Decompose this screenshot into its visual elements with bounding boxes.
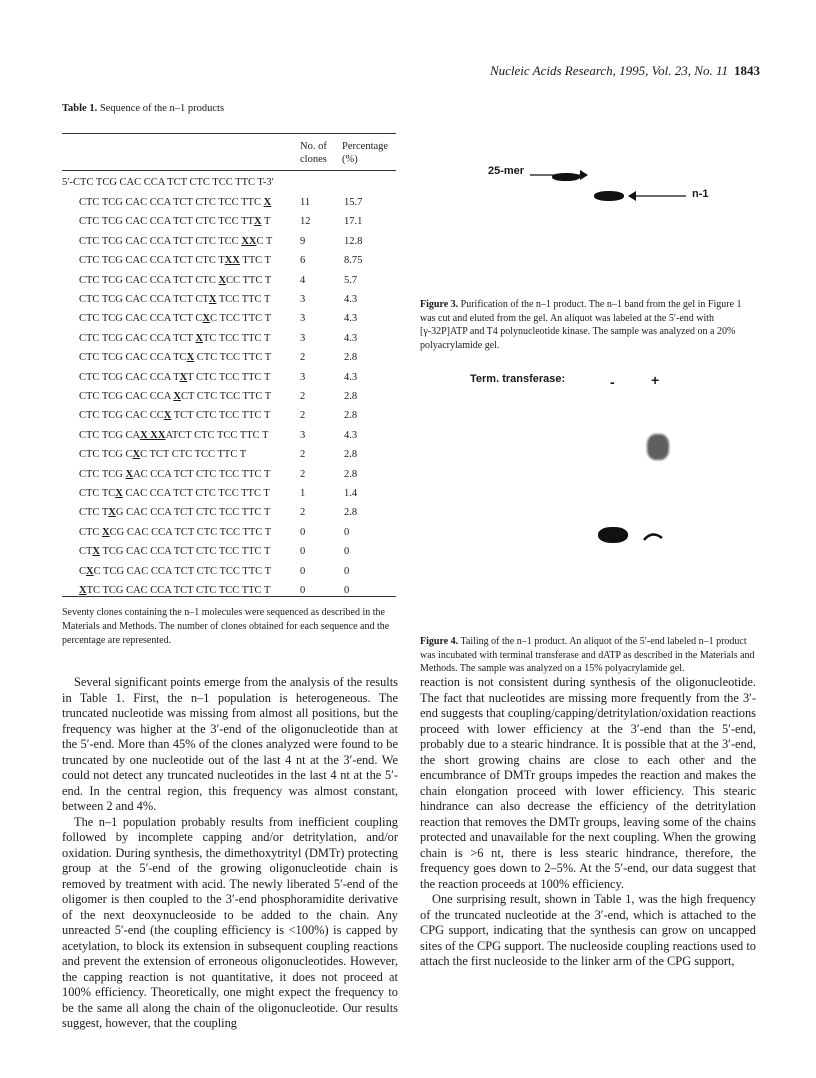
table-row <box>62 216 396 236</box>
missing-nucleotide-marker: X <box>102 526 110 538</box>
table-row <box>62 546 396 566</box>
running-header <box>470 63 760 79</box>
percentage-cell: 0 <box>344 526 350 538</box>
clones-cell: 2 <box>300 410 306 422</box>
figure4-caption-label: Figure 4. <box>420 636 459 647</box>
missing-nucleotide-marker: X <box>132 449 141 461</box>
missing-nucleotide-marker: X <box>208 294 217 305</box>
term-transferase-label: Term. transferase: <box>470 373 566 385</box>
percentage-cell: 2.8 <box>344 410 358 422</box>
gel-band-25mer <box>552 173 580 181</box>
sequence-cell <box>79 372 270 383</box>
table-row <box>62 372 396 392</box>
table-footnote: Seventy clones containing the n–1 molecules were sequenced as described in the Materials and Methods. The number of clones obtained for each sequence and the percentage are represented. <box>62 607 390 646</box>
table-caption-label: Table 1. <box>62 103 98 114</box>
table-row <box>62 566 396 586</box>
clones-cell: 0 <box>300 585 306 596</box>
clones-cell: 3 <box>300 371 306 383</box>
percentage-cell: 8.75 <box>344 255 363 267</box>
gel-band-n1 <box>594 191 624 201</box>
percentage-cell: 4.3 <box>344 429 358 441</box>
table-row <box>62 275 396 295</box>
column-header-percentage-line1: Percentage <box>342 141 389 152</box>
sequence-prefix: CTC TCG CAC CCA TCT C <box>79 313 203 325</box>
table-row <box>62 449 396 469</box>
table-row <box>62 333 396 353</box>
sequence-cell <box>79 255 271 266</box>
sequence-suffix: TC TCC TTC T <box>203 332 271 344</box>
sequence-suffix: CG CAC CCA TCT CTC TCC TTC T <box>109 526 272 538</box>
table-row <box>62 430 396 450</box>
gel-band-smear <box>642 530 666 544</box>
percentage-cell: 15.7 <box>344 197 363 208</box>
missing-nucleotide-marker: X <box>163 410 172 422</box>
figure4-caption-text: Tailing of the n–1 product. An aliquot of the 5′-end labeled n–1 product was incubated with terminal transferase and dATP as described in the Materials and Methods. The sample was analyzed on a 15% polyacrylamide gel. <box>420 636 755 674</box>
sequence-prefix: CTC TCG CAC CCA T <box>79 371 180 383</box>
journal-citation: Nucleic Acids Research, 1995, Vol. 23, No. 11 <box>489 63 728 78</box>
body-left-column <box>62 675 398 1032</box>
clones-cell: 4 <box>300 274 306 286</box>
percentage-cell: 2.8 <box>344 352 358 364</box>
table-row <box>62 197 396 217</box>
figure3-caption-label: Figure 3. <box>420 299 459 310</box>
percentage-cell: 2.8 <box>344 507 358 519</box>
sequence-suffix: C TCC TTC T <box>210 313 271 325</box>
sequence-prefix: CTC TCG CAC CCA <box>79 391 174 402</box>
clones-cell: 2 <box>300 468 306 480</box>
table-row <box>62 255 396 275</box>
percentage-cell: 0 <box>344 565 350 577</box>
clones-cell: 3 <box>300 429 306 441</box>
sequence-cell <box>79 216 270 227</box>
clones-cell: 1 <box>300 488 306 499</box>
sequence-suffix: TCC TTC T <box>216 294 271 305</box>
table-row <box>62 352 396 372</box>
missing-nucleotide-marker: X <box>253 216 262 228</box>
label-n1: n-1 <box>692 188 709 200</box>
figure3-caption-text: Purification of the n–1 product. The n–1 band from the gel in Figure 1 was cut and eluted from the gel. An aliquot was labeled at the 5′-end with [γ-32P]ATP and T4 polynucleotide kinase. The sample was analyzed on a 20% polyacrylamide gel. <box>420 299 742 351</box>
clones-cell: 3 <box>300 313 306 325</box>
sequence-suffix: ATCT CTC TCC TTC T <box>165 429 269 441</box>
sequence-cell <box>79 507 270 518</box>
figure3-caption <box>420 298 756 352</box>
clones-cell: 0 <box>300 526 306 538</box>
lane-plus-label: + <box>651 372 660 388</box>
missing-nucleotide-marker: X <box>186 352 195 364</box>
sequence-cell <box>79 333 270 344</box>
column-header-percentage <box>342 140 388 166</box>
sequence-prefix: CTC TCG <box>79 468 126 480</box>
clones-cell: 2 <box>300 449 306 461</box>
sequence-suffix: CC TTC T <box>226 274 272 286</box>
clones-cell: 2 <box>300 507 306 519</box>
sequence-suffix: TCG CAC CCA TCT CTC TCC TTC T <box>100 546 271 558</box>
sequence-prefix: CTC TCG CA <box>79 429 141 441</box>
sequence-suffix: C T <box>256 235 273 247</box>
sequence-suffix: AC CCA TCT CTC TCC TTC T <box>133 468 271 480</box>
percentage-cell: 0 <box>344 585 350 596</box>
sequence-suffix: CT CTC TCC TTC T <box>180 391 272 402</box>
sequence-prefix: CTC <box>79 526 103 538</box>
missing-nucleotide-marker: X <box>173 391 181 402</box>
sequence-prefix: CTC TCG C <box>79 449 133 461</box>
missing-nucleotide-marker: X <box>195 332 204 344</box>
sequence-prefix: CTC TCG CAC CCA TCT CTC <box>79 274 219 286</box>
percentage-cell: 12.8 <box>344 235 363 247</box>
table-row <box>62 236 396 256</box>
missing-nucleotide-marker: X <box>92 546 101 558</box>
missing-nucleotide-marker: X <box>79 585 87 596</box>
sequence-suffix: TCT CTC TCC TTC T <box>171 410 271 422</box>
missing-nucleotide-marker: X XX <box>140 429 166 441</box>
sequence-prefix: CTC TC <box>79 488 116 499</box>
missing-nucleotide-marker: XX <box>241 235 257 247</box>
sequence-cell <box>79 430 269 441</box>
sequence-prefix: CT <box>79 546 93 558</box>
table-top-rule <box>62 133 396 134</box>
sequence-prefix: C <box>79 565 87 577</box>
table-row <box>62 469 396 489</box>
sequence-title: 5′-CTC TCG CAC CCA TCT CTC TCC TTC T-3′ <box>62 177 274 188</box>
sequence-suffix: C TCT CTC TCC TTC T <box>140 449 247 461</box>
percentage-cell: 1.4 <box>344 488 358 499</box>
table-row <box>62 527 396 547</box>
sequence-cell <box>79 585 270 596</box>
missing-nucleotide-marker: X <box>218 274 227 286</box>
table-row <box>62 410 396 430</box>
percentage-cell: 5.7 <box>344 274 358 286</box>
clones-cell: 3 <box>300 294 306 305</box>
table-caption-text: Sequence of the n–1 products <box>97 103 225 114</box>
table-row <box>62 585 396 605</box>
sequence-cell <box>79 294 270 305</box>
column-header-clones <box>300 140 327 166</box>
column-header-clones-line2: clones <box>300 154 327 165</box>
paragraph-2: The n–1 population probably results from inefficient coupling followed by incomplete capping and/or detritylation, and/or oxidation. During synthesis, the dimethoxytrityl (DMTr) protecting group at the 5′-end of the growing oligonucleotide chain is removed by treatment with acid. The newly liberated 5′-end of the oligomer is then coupled to the 3′-end phosphoramidite derivative of the next deoxynucleoside to be added to the chain. Any unreacted 5′-end (the coupling efficiency is <100%) is capped by acetylation, to block its extension in subsequent coupling reactions and prevent the extension of erroneous oligonucleotides. However, the capping reaction is not quantitative, it does not proceed at 100% efficiency. Theoretically, one might expect the frequency to be the same all along the chain of the oligonucleotide. Our results suggest, however, that the coupling <box>62 814 398 1030</box>
percentage-cell: 2.8 <box>344 391 358 402</box>
sequence-cell <box>79 527 271 538</box>
missing-nucleotide-marker: X <box>202 313 211 325</box>
missing-nucleotide-marker: X <box>125 468 134 480</box>
sequence-cell <box>79 275 271 286</box>
clones-cell: 3 <box>300 332 306 344</box>
gel-band-tailed <box>647 434 669 460</box>
clones-cell: 11 <box>300 197 311 208</box>
sequence-cell <box>79 488 270 499</box>
missing-nucleotide-marker: X <box>115 488 123 499</box>
table-row <box>62 313 396 333</box>
clones-cell: 9 <box>300 235 306 247</box>
table-header-rule <box>62 170 396 171</box>
clones-cell: 6 <box>300 255 306 267</box>
table-row <box>62 488 396 508</box>
sequence-cell <box>79 391 271 402</box>
arrow-left-icon <box>626 188 688 204</box>
percentage-cell: 2.8 <box>344 449 358 461</box>
sequence-suffix: C TCG CAC CCA TCT CTC TCC TTC T <box>93 565 271 577</box>
sequence-cell <box>79 313 271 324</box>
sequence-cell <box>79 449 246 460</box>
column-header-percentage-line2: (%) <box>342 154 358 165</box>
table-bottom-rule <box>62 596 396 597</box>
missing-nucleotide-marker: X <box>179 371 188 383</box>
sequence-suffix: TTC T <box>239 255 271 267</box>
percentage-cell: 4.3 <box>344 294 358 305</box>
percentage-cell: 0 <box>344 546 350 558</box>
clones-cell: 2 <box>300 391 306 402</box>
paragraph-4: One surprising result, shown in Table 1, was the high frequency of the truncated nucleotide at the 3′-end, which is attached to the CPG support, indicating that the synthesis can grow on uncapped sites of the CPG support. The nucleoside coupling reactions used to attach the first nucleoside to the linker arm of the CPG support, <box>420 892 756 968</box>
sequence-prefix: CTC TCG CAC CCA TCT CTC TCC TTC <box>79 197 264 208</box>
sequence-prefix: CTC TCG CAC CCA TCT <box>79 332 196 344</box>
missing-nucleotide-marker: X <box>263 197 272 208</box>
sequence-suffix: TC TCG CAC CCA TCT CTC TCC TTC T <box>86 585 271 596</box>
table-row <box>62 507 396 527</box>
missing-nucleotide-marker: X <box>108 507 116 519</box>
paragraph-3: reaction is not consistent during synthesis of the oligonucleotide. The fact that nucleotides are missing more frequently from the 3′-end suggests that coupling/capping/detritylation/oxidation reactions proceed with lower efficiency at the 3′-end than the 5′-end, probably due to a stearic hindrance. It is possible that at the 3′-end, the short growing chains are close to each other and the encumbrance of DMTr groups impedes the reaction and makes the chain elongation proceed with lower efficiency. This stearic hindrance can also decrease the efficiency of the detritylation reaction that removes the DMTr groups, leaving some of the chains protected and unavailable for the next coupling. When the growing chain is >6 nt, there is less stearic hindrance, therefore, the frequency goes down to 2–5%. At the 5′-end, our data suggest that the reaction proceeds at 100% efficiency. <box>420 675 756 891</box>
clones-cell: 2 <box>300 352 306 364</box>
sequence-suffix: CTC TCC TTC T <box>194 352 272 364</box>
sequence-suffix: G CAC CCA TCT CTC TCC TTC T <box>115 507 271 519</box>
percentage-cell: 4.3 <box>344 371 358 383</box>
sequence-prefix: CTC TCG CAC CCA TC <box>79 352 187 364</box>
sequence-cell <box>79 197 271 208</box>
sequence-cell <box>79 546 270 557</box>
sequence-prefix: CTC TCG CAC CC <box>79 410 164 422</box>
table-caption <box>62 103 224 114</box>
sequence-cell <box>79 352 271 363</box>
sequence-prefix: CTC T <box>79 507 109 519</box>
sequence-cell <box>79 410 270 421</box>
sequence-prefix: CTC TCG CAC CCA TCT CTC TCC TT <box>79 216 254 228</box>
sequence-cell <box>79 566 271 577</box>
gel-band-n1-lane-minus <box>598 527 628 543</box>
paragraph-1: Several significant points emerge from the analysis of the results in Table 1. First, the n–1 population is heterogeneous. The truncated nucleotide was missing from almost all positions, but the frequency was higher at the 3′-end of the oligonucleotide than at the 5′-end. More than 45% of the clones analyzed were found to be truncated by one nucleotide out of the last 4 nt at the 3′-end. We could not detect any truncated nucleotides in the last 4 nt at the 5′-end. In the central region, this frequency was almost constant, between 2 and 4%. <box>62 675 398 813</box>
table-row <box>62 391 396 411</box>
clones-cell: 0 <box>300 546 306 558</box>
percentage-cell: 17.1 <box>344 216 363 228</box>
sequence-suffix: CAC CCA TCT CTC TCC TTC T <box>122 488 270 499</box>
sequence-suffix: T <box>261 216 271 228</box>
label-25mer: 25-mer <box>488 165 525 177</box>
column-header-clones-line1: No. of <box>300 141 327 152</box>
missing-nucleotide-marker: XX <box>224 255 240 267</box>
sequence-cell <box>79 236 272 247</box>
percentage-cell: 2.8 <box>344 468 358 480</box>
page-number: 1843 <box>734 63 760 78</box>
clones-cell: 12 <box>300 216 311 228</box>
missing-nucleotide-marker: X <box>86 565 94 577</box>
sequence-prefix: CTC TCG CAC CCA TCT CTC TCC <box>79 235 242 247</box>
table-row <box>62 294 396 314</box>
sequence-prefix: CTC TCG CAC CCA TCT CTC T <box>79 255 225 267</box>
lane-minus-label: - <box>610 374 615 390</box>
percentage-cell: 4.3 <box>344 313 358 325</box>
sequence-suffix: T CTC TCC TTC T <box>187 371 271 383</box>
figure4-caption <box>420 635 756 676</box>
body-right-column <box>420 675 756 970</box>
sequence-cell <box>79 469 270 480</box>
percentage-cell: 4.3 <box>344 332 358 344</box>
sequence-prefix: CTC TCG CAC CCA TCT CT <box>79 294 209 305</box>
clones-cell: 0 <box>300 565 306 577</box>
